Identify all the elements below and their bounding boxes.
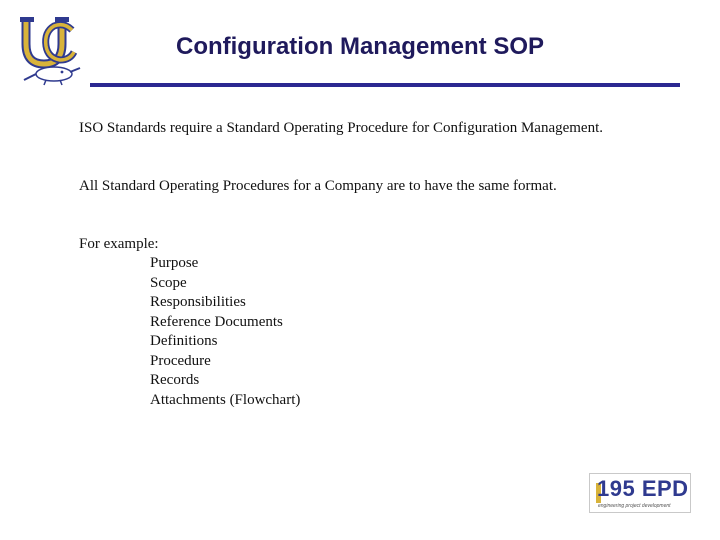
list-item: Purpose <box>150 255 199 271</box>
brand-tagline: engineering project development <box>598 503 671 509</box>
example-label: For example: <box>79 236 159 252</box>
list-item: Scope <box>150 274 187 291</box>
slide-body <box>79 119 699 408</box>
list-item: Definitions <box>150 333 218 349</box>
uc-monogram-logo-icon <box>20 14 86 86</box>
title-divider <box>90 83 680 87</box>
list-item: Attachments (Flowchart) <box>150 391 301 408</box>
list-item: Records <box>150 372 200 388</box>
example-list <box>150 254 300 410</box>
list-item: Reference Documents <box>150 313 283 330</box>
list-item: Procedure <box>150 352 211 369</box>
page-title: Configuration Management SOP <box>175 33 544 60</box>
brand-name: 195 EPD <box>597 476 689 501</box>
list-item: Responsibilities <box>150 294 246 310</box>
epd-brand-logo <box>589 473 691 513</box>
paragraph-iso-requirement: ISO Standards require a Standard Operating Procedure for Configuration Management. <box>79 120 604 136</box>
paragraph-same-format: All Standard Operating Procedures for a Company are to have the same format. <box>79 178 557 194</box>
